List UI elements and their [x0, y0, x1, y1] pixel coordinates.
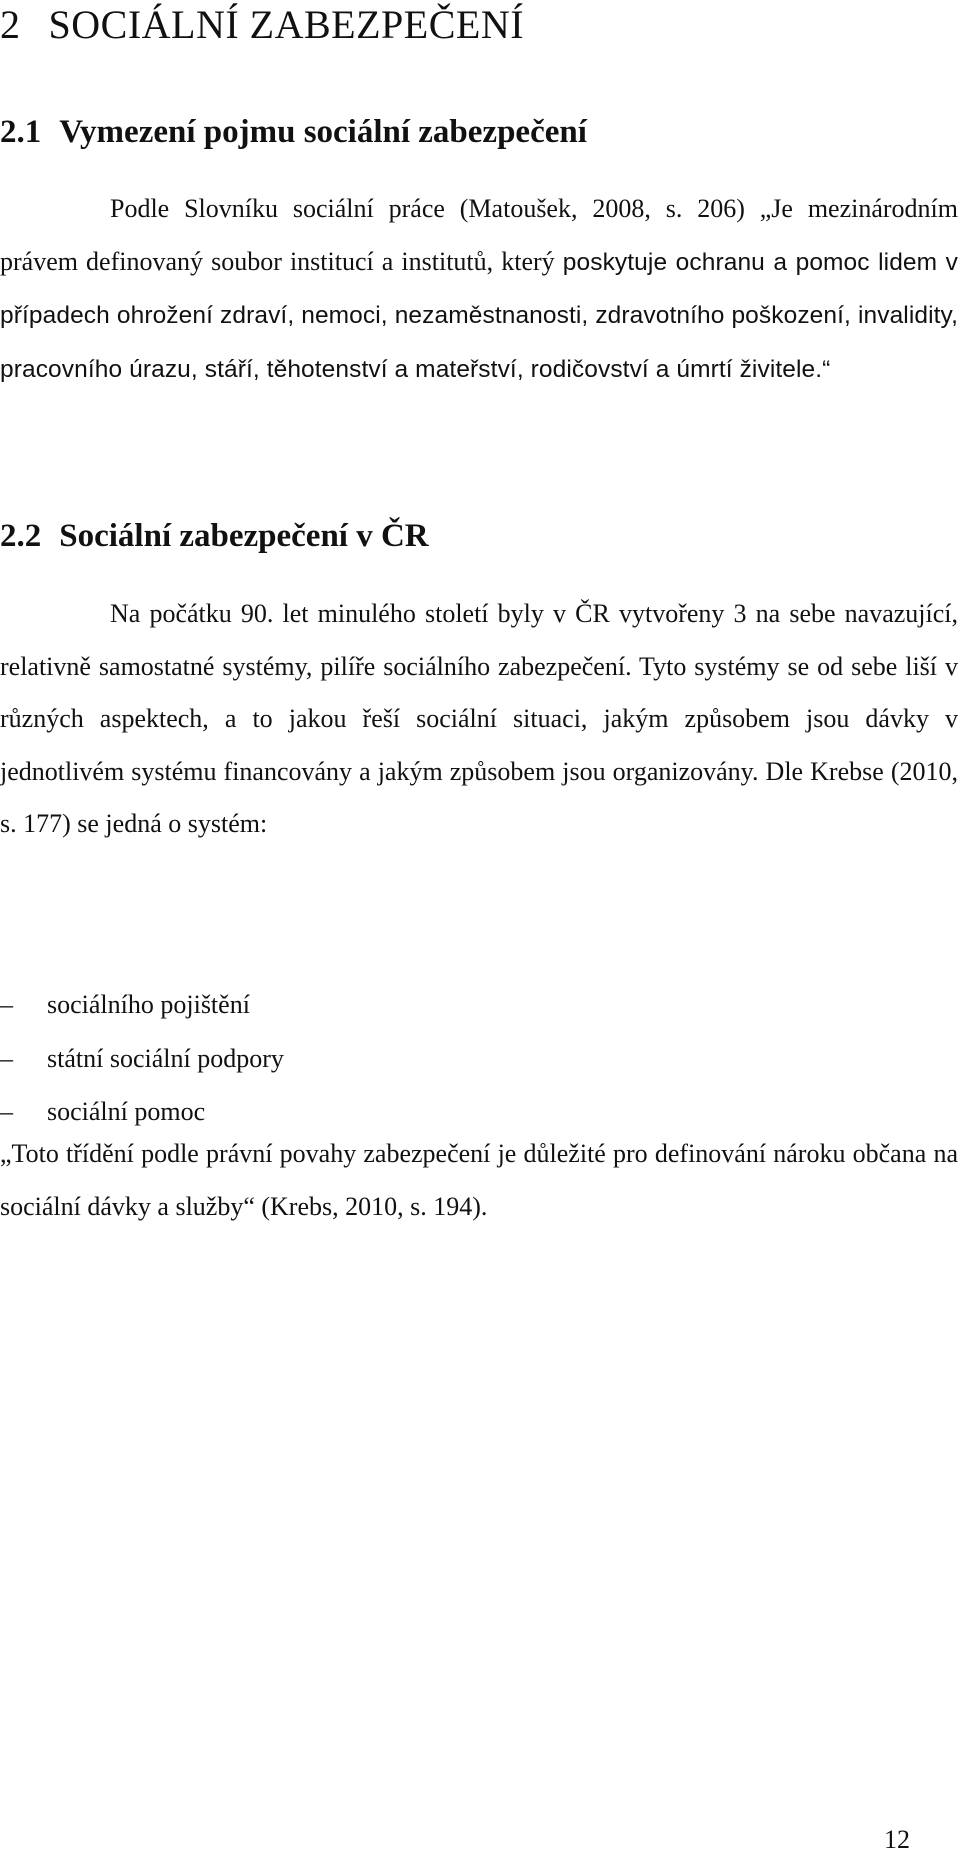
definition-text-serif: Podle Slovníku sociální práce (Matoušek, 2008, s. 206) „Je mezinárodním právem definovaný soubor institucí a institutů, který	[0, 194, 958, 276]
chapter-title: SOCIÁLNÍ ZABEZPEČENÍ	[48, 2, 525, 47]
section-heading-2-1	[0, 112, 587, 152]
systems-list	[0, 978, 284, 1139]
chapter-heading	[0, 0, 524, 50]
systems-paragraph	[0, 588, 958, 851]
quote-text: „Toto třídění podle právní povahy zabezpečení je důležité pro definování nároku občana na sociální dávky a služby“ (Krebs, 2010, s. 194).	[0, 1139, 958, 1221]
chapter-number: 2	[0, 2, 21, 47]
list-item-text: státní sociální podpory	[47, 1043, 284, 1073]
list-item-text: sociální pomoc	[47, 1097, 206, 1126]
systems-text: Na počátku 90. let minulého století byly v ČR vytvořeny 3 na sebe navazující, relativně samostatné systémy, pilíře sociálního zabezpečení. Tyto systémy se od sebe liší v různých aspektech, a to jakou řeší sociální situaci, jakým způsobem jsou dávky v jednotlivém systému financovány a jakým způsobem jsou organizovány. Dle Krebse (2010, s. 177) se jedná o systém:	[0, 599, 958, 838]
section-number: 2.1	[0, 114, 42, 150]
section-title: Vymezení pojmu sociální zabezpečení	[59, 114, 587, 150]
section-number: 2.2	[0, 518, 42, 554]
dash-bullet: –	[0, 1043, 13, 1073]
section-title: Sociální zabezpečení v ČR	[59, 518, 429, 554]
quote-paragraph	[0, 1128, 958, 1233]
section-heading-2-2	[0, 516, 429, 556]
definition-paragraph	[0, 183, 958, 396]
page-number: 12	[884, 1825, 910, 1854]
definition-text-sans: poskytuje ochranu a pomoc lidem v případech ohrožení zdraví, nemoci, nezaměstnanosti, zdravotního poškození, invalidity, pracovního úrazu, stáří, těhotenství a mateřství, rodičovství a úmrtí živitele.“	[0, 248, 959, 383]
dash-bullet: –	[0, 990, 13, 1019]
list-item	[0, 1032, 284, 1086]
dash-bullet: –	[0, 1097, 13, 1126]
list-item	[0, 978, 284, 1032]
list-item-text: sociálního pojištění	[47, 990, 250, 1019]
